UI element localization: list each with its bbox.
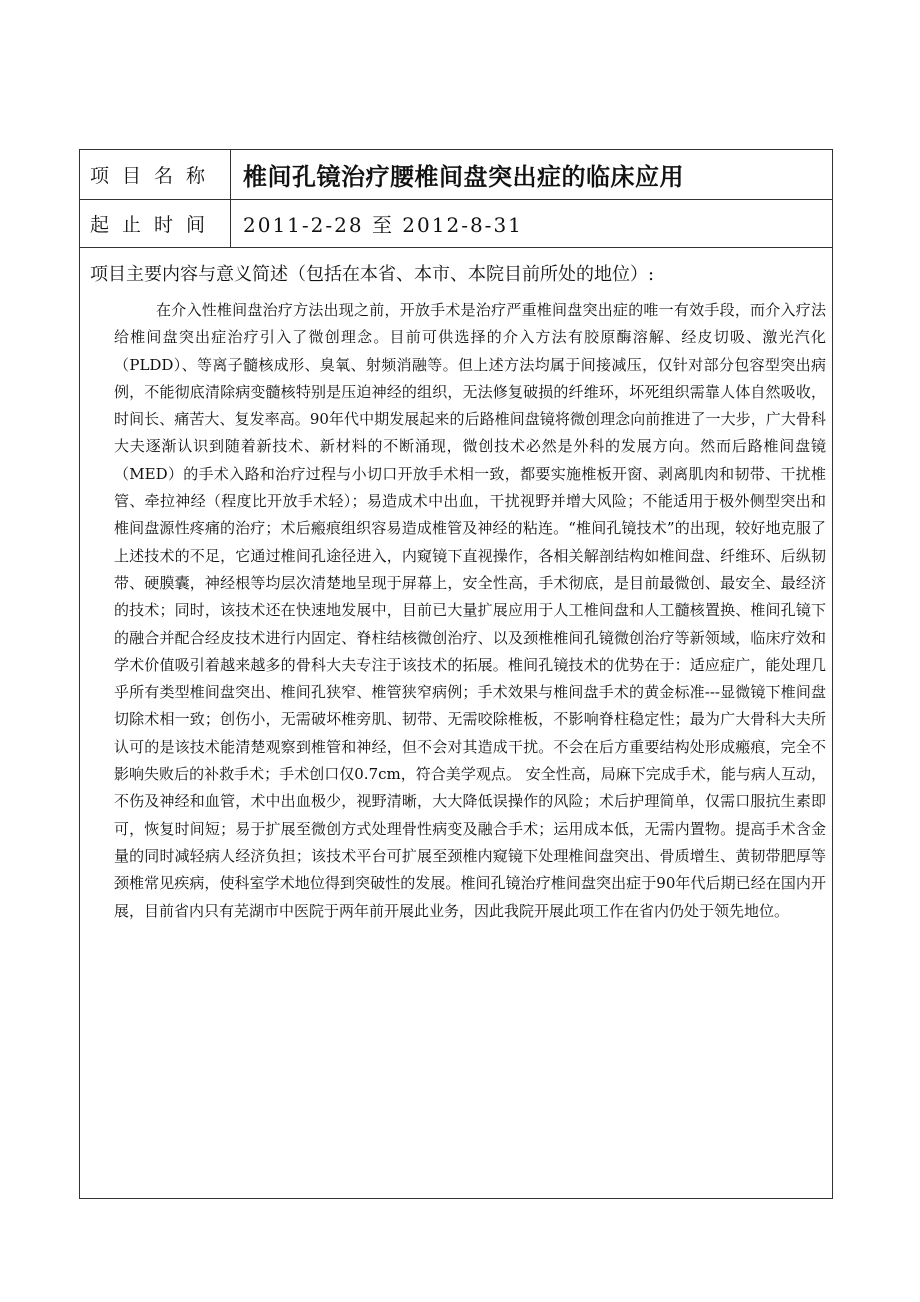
project-period-row [80,200,832,248]
project-name-value: 椎间孔镜治疗腰椎间盘突出症的临床应用 [243,162,684,191]
project-name-row [80,150,832,200]
project-period-cell [232,200,832,247]
content-body: 在介入性椎间盘治疗方法出现之前，开放手术是治疗严重椎间盘突出症的唯一有效手段，而介入疗法给椎间盘突出症治疗引入了微创理念。目前可供选择的介入方法有胶原酶溶解、经皮切吸、激光汽化（PLDD）、等离子髓核成形、臭氧、射频消融等。但上述方法均属于间接减压，仅针对部分包容型突出病例，不能彻底清除病变髓核特别是压迫神经的组织，无法修复破损的纤维环，坏死组织需靠人体自然吸收，时间长、痛苦大、复发率高。90年代中期发展起来的后路椎间盘镜将微创理念向前推进了一大步，广大骨科大夫逐渐认识到随着新技术、新材料的不断涌现，微创技术必然是外科的发展方向。然而后路椎间盘镜（MED）的手术入路和治疗过程与小切口开放手术相一致，都要实施椎板开窗、剥离肌肉和韧带、干扰椎管、牵拉神经（程度比开放手术轻）；易造成术中出血，干扰视野并增大风险；不能适用于极外侧型突出和椎间盘源性疼痛的治疗；术后瘢痕组织容易造成椎管及神经的粘连。“椎间孔镜技术”的出现，较好地克服了上述技术的不足，它通过椎间孔途径进入，内窥镜下直视操作，各相关解剖结构如椎间盘、纤维环、后纵韧带、硬膜囊，神经根等均层次清楚地呈现于屏幕上，安全性高，手术彻底，是目前最微创、最安全、最经济的技术；同时，该技术还在快速地发展中，目前已大量扩展应用于人工椎间盘和人工髓核置换、椎间孔镜下的融合并配合经皮技术进行内固定、脊柱结核微创治疗、以及颈椎椎间孔镜微创治疗等新领域，临床疗效和学术价值吸引着越来越多的骨科大夫专注于该技术的拓展。椎间孔镜技术的优势在于：适应症广，能处理几乎所有类型椎间盘突出、椎间孔狭窄、椎管狭窄病例；手术效果与椎间盘手术的黄金标准---显微镜下椎间盘切除术相一致；创伤小，无需破坏椎旁肌、韧带、无需咬除椎板，不影响脊柱稳定性；最为广大骨科大夫所认可的是该技术能清楚观察到椎管和神经，但不会对其造成干扰。不会在后方重要结构处形成瘢痕，完全不影响失败后的补救手术；手术创口仅0.7cm，符合美学观点。 安全性高，局麻下完成手术，能与病人互动，不伤及神经和血管，术中出血极少，视野清晰，大大降低误操作的风险；术后护理简单，仅需口服抗生素即可，恢复时间短；易于扩展至微创方式处理骨性病变及融合手术；运用成本低，无需内置物。提高手术含金量的同时减轻病人经济负担；该技术平台可扩展至颈椎内窥镜下处理椎间盘突出、骨质增生、黄韧带肥厚等颈椎常见疾病，使科室学术地位得到突破性的发展。椎间孔镜治疗椎间盘突出症于90年代后期已经在国内开展，目前省内只有芜湖市中医院于两年前开展此业务，因此我院开展此项工作在省内仍处于领先地位。 [114,301,826,920]
project-content-section [80,248,832,1198]
project-name-cell [232,150,832,199]
project-form-table [79,149,833,1199]
content-heading: 项目主要内容与意义简述（包括在本省、本市、本院目前所处的地位）: [90,264,655,285]
project-period-value: 2011-2-28 至 2012-8-31 [243,213,523,237]
project-period-label: 起止时间 [80,200,231,247]
project-name-label: 项目名称 [80,150,231,199]
